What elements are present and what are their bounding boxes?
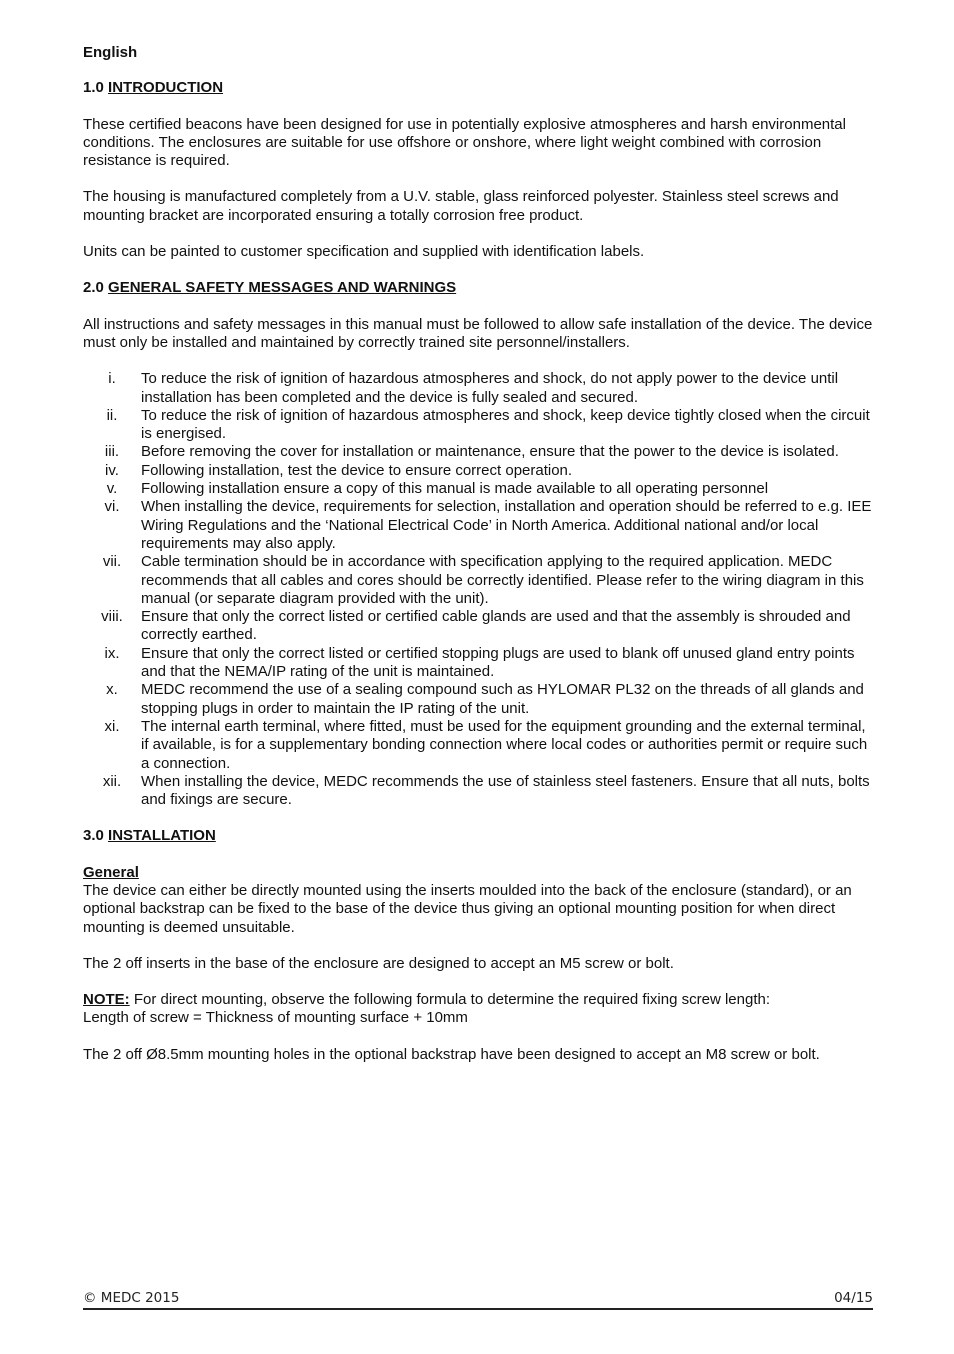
list-item-text: To reduce the risk of ignition of hazardous atmospheres and shock, keep device tightly closed when the circuit is energised. bbox=[141, 406, 870, 443]
safety-intro: All instructions and safety messages in this manual must be followed to allow safe installation of the device. The device must only be installed and maintained by correctly trained site personnel/installers. bbox=[83, 315, 873, 351]
note-text: For direct mounting, observe the following formula to determine the required fixing screw length: bbox=[129, 991, 770, 1009]
list-item-number: ii. bbox=[106, 406, 118, 424]
list-item-text: Cable termination should be in accordance with specification applying to the required application. MEDC recommends that all cables and cores should be correctly identified. Please refer to the wiring diagram in this manual (or separate diagram provided with the unit). bbox=[141, 553, 864, 607]
list-item bbox=[83, 480, 873, 498]
general-paragraph: The device can either be directly mounted using the inserts moulded into the back of the enclosure (standard), or an optional backstrap can be fixed to the base of the device thus giving an optional mounting position for when direct mounting is deemed unsuitable. bbox=[83, 881, 852, 936]
safety-list bbox=[83, 370, 873, 809]
list-item-text: Ensure that only the correct listed or certified cable glands are used and that the assembly is shrouded and correctly earthed. bbox=[141, 608, 851, 644]
section-title-text: GENERAL SAFETY MESSAGES AND WARNINGS bbox=[108, 279, 457, 297]
intro-paragraph-2: The housing is manufactured completely from a U.V. stable, glass reinforced polyester. Stainless steel screws and mounting bracket are incorporated ensuring a totally corrosion free product. bbox=[83, 188, 839, 224]
list-item bbox=[83, 681, 873, 718]
list-item bbox=[83, 645, 873, 682]
list-item-number: v. bbox=[106, 480, 118, 498]
section-title-text: INSTALLATION bbox=[108, 827, 216, 845]
list-item-number: iv. bbox=[105, 461, 119, 479]
footer-date: 04/15 bbox=[834, 1290, 873, 1306]
inserts-paragraph: The 2 off inserts in the base of the enclosure are designed to accept an M5 screw or bolt. bbox=[83, 954, 674, 972]
list-item-text: MEDC recommend the use of a sealing compound such as HYLOMAR PL32 on the threads of all glands and stopping plugs in order to maintain the IP rating of the unit. bbox=[141, 681, 864, 717]
section-title-text: INTRODUCTION bbox=[108, 79, 224, 97]
list-item bbox=[83, 608, 873, 645]
list-item bbox=[83, 462, 873, 480]
list-item-text: The internal earth terminal, where fitted, must be used for the equipment grounding and the external terminal, if available, is for a supplementary bonding connection where local codes or authorities permit or require such a connection. bbox=[141, 717, 868, 772]
section-title-introduction bbox=[83, 79, 873, 97]
list-item-number: xi. bbox=[104, 717, 120, 735]
subheading-general: General bbox=[83, 863, 139, 881]
list-item-text: When installing the device, MEDC recommends the use of stainless steel fasteners. Ensure that all nuts, bolts and fixings are secure. bbox=[141, 772, 870, 809]
list-item-number: i. bbox=[108, 370, 116, 388]
list-item bbox=[83, 498, 873, 553]
intro-paragraph-3: Units can be painted to customer specification and supplied with identification labels. bbox=[83, 243, 645, 261]
list-item-text: Ensure that only the correct listed or certified stopping plugs are used to blank off unused gland entry points and that the NEMA/IP rating of the unit is maintained. bbox=[141, 644, 855, 681]
footer-divider bbox=[83, 1308, 873, 1310]
list-item bbox=[83, 443, 873, 461]
intro-paragraph-1: These certified beacons have been designed for use in potentially explosive atmospheres and harsh environmental conditions. The enclosures are suitable for use offshore or onshore, where light weight combined with corrosion resistance is required. bbox=[83, 115, 846, 170]
list-item bbox=[83, 407, 873, 444]
list-item-text: When installing the device, requirements for selection, installation and operation should be referred to e.g. IEE Wiring Regulations and the ‘National Electrical Code’ in North America. Additional national and/or local requirements may also apply. bbox=[141, 498, 872, 552]
list-item bbox=[83, 773, 873, 810]
backstrap-paragraph: The 2 off Ø8.5mm mounting holes in the optional backstrap have been designed to accept an M8 screw or bolt. bbox=[83, 1045, 820, 1063]
list-item bbox=[83, 553, 873, 608]
note-paragraph bbox=[83, 991, 873, 1028]
list-item-number: x. bbox=[106, 681, 118, 699]
section-title-installation bbox=[83, 827, 873, 845]
list-item-text: Following installation ensure a copy of this manual is made available to all operating personnel bbox=[141, 480, 769, 498]
list-item bbox=[83, 718, 873, 773]
section-number: 2.0 bbox=[83, 279, 104, 297]
section-title-safety bbox=[83, 279, 873, 297]
section-number: 1.0 bbox=[83, 79, 104, 97]
list-item bbox=[83, 370, 873, 407]
list-item-text: Before removing the cover for installation or maintenance, ensure that the power to the device is isolated. bbox=[141, 443, 839, 461]
list-item-number: vii. bbox=[102, 553, 122, 571]
screw-length-formula: Length of screw = Thickness of mounting surface + 10mm bbox=[83, 1009, 468, 1027]
language-heading: English bbox=[83, 44, 138, 61]
list-item-number: iii. bbox=[104, 443, 120, 461]
list-item-text: To reduce the risk of ignition of hazardous atmospheres and shock, do not apply power to the device until installation has been completed and the device is fully sealed and secured. bbox=[141, 370, 839, 406]
list-item-text: Following installation, test the device to ensure correct operation. bbox=[141, 461, 573, 479]
list-item-number: ix. bbox=[104, 644, 120, 662]
section-number: 3.0 bbox=[83, 827, 104, 845]
footer-copyright: © MEDC 2015 bbox=[83, 1290, 180, 1306]
note-label: NOTE: bbox=[83, 991, 130, 1009]
document-page bbox=[83, 44, 873, 1082]
list-item-number: viii. bbox=[101, 608, 123, 626]
list-item-number: vi. bbox=[104, 498, 120, 516]
list-item-number: xii. bbox=[102, 772, 122, 790]
